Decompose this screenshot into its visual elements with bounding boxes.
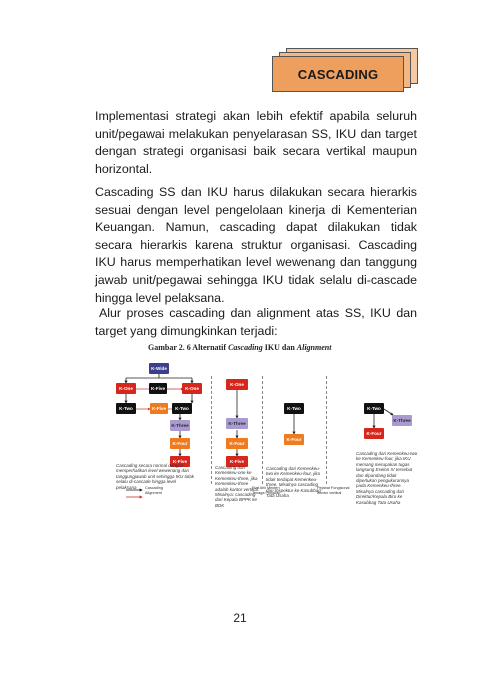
k-four-box: K-Four	[226, 438, 248, 449]
k-one-box: K-One	[116, 383, 136, 394]
description-panel-2: Cascading dari Kemenkeu-one ke Kemenkeu-three, jika Kemenkeu-three adalah kantor vertikal. Misalnya: cascading dari Kepala BPPK ke BDK	[215, 465, 260, 508]
k-one-box: K-One	[182, 383, 202, 394]
k-four-box: K-Four	[170, 438, 190, 449]
paragraph-1: Implementasi strategi akan lebih efektif apabila seluruh unit/pegawai melakukan penyelarasan SS, IKU dan target dengan strategi organisasi baik secara vertikal maupun horizontal.	[95, 109, 417, 176]
section-title: CASCADING	[272, 56, 404, 92]
k-two-box: K-Two	[364, 403, 384, 414]
legend-staff: Staf Ahli Menteri Tenaga Pengkaji	[252, 486, 281, 495]
paragraph-3: Alur proses cascading dan alignment atas SS, IKU dan target yang dimungkinkan terjadi:	[95, 306, 417, 338]
k-three-box: K-Three	[226, 418, 248, 429]
description-panel-1: Cascading secara normal dengan memperhatikan level wewenang dan tanggungjawab unit sehingga IKU tidak selalu di-cascade hingga level pelaksana	[116, 463, 195, 490]
k-five-box: K-Five	[150, 403, 168, 414]
k-three-box: K-Three	[170, 420, 190, 431]
k-five-box: K-Five	[149, 383, 167, 394]
description-panel-4: Cascading dari Kemenkeu-two ke Kemenkeu-four, jika IKU memang merupakan tugas langsung Eselon IV tersebut dan dipandang tidak diperlukan pengukurannya pada Kemenkeu-three. Misalnya cascading dari Direktur/Kepala Biro ke Kasubbag Tata Usaha	[356, 451, 418, 505]
k-four-box: K-Four	[364, 428, 384, 439]
panel-divider	[211, 376, 212, 484]
k-four-box: K-Four	[284, 434, 304, 445]
k-one-box: K-One	[226, 379, 248, 390]
k-two-box: K-Two	[172, 403, 192, 414]
paragraph-2: Cascading SS dan IKU harus dilakukan secara hierarkis sesuai dengan level pengelolaan kinerja di Kementerian Keuangan. Namun, cascading dapat dilakukan tidak secara hierarkis karena struktur organisasi. Cascading IKU harus memperhatikan level wewenang dan tanggung jawab unit/pegawai sehingga IKU tidak selalu di-cascade hingga level pelaksana.	[95, 185, 417, 305]
figure-title: Gambar 2. 6 Alternatif Cascading IKU dan Alignment	[148, 343, 332, 352]
k-two-box: K-Two	[116, 403, 136, 414]
k-two-box: K-Two	[284, 403, 304, 414]
k-wide-box: K-Wide	[149, 363, 169, 374]
k-five-box: K-Five	[226, 456, 248, 467]
page-number: 21	[233, 611, 247, 625]
k-five-box: K-Five	[170, 456, 190, 467]
legend-cascading: Cascading Alignment	[145, 486, 163, 495]
panel-divider	[262, 376, 263, 484]
legend-functional: Pejabat Fungsional Kantor vertikal	[317, 486, 350, 495]
cascading-figure	[112, 340, 418, 522]
panel-divider	[326, 376, 327, 484]
section-tag	[272, 48, 420, 92]
description-panel-3: Cascading dari Kemenkeu-two ke Kemenkeu-four, jika tidak terdapat Kemenkeu-three. Misalnya cascading dari Inspektur ke Kasubbag Tata Usaha	[266, 466, 321, 499]
k-three-box: K-Three	[392, 415, 412, 426]
